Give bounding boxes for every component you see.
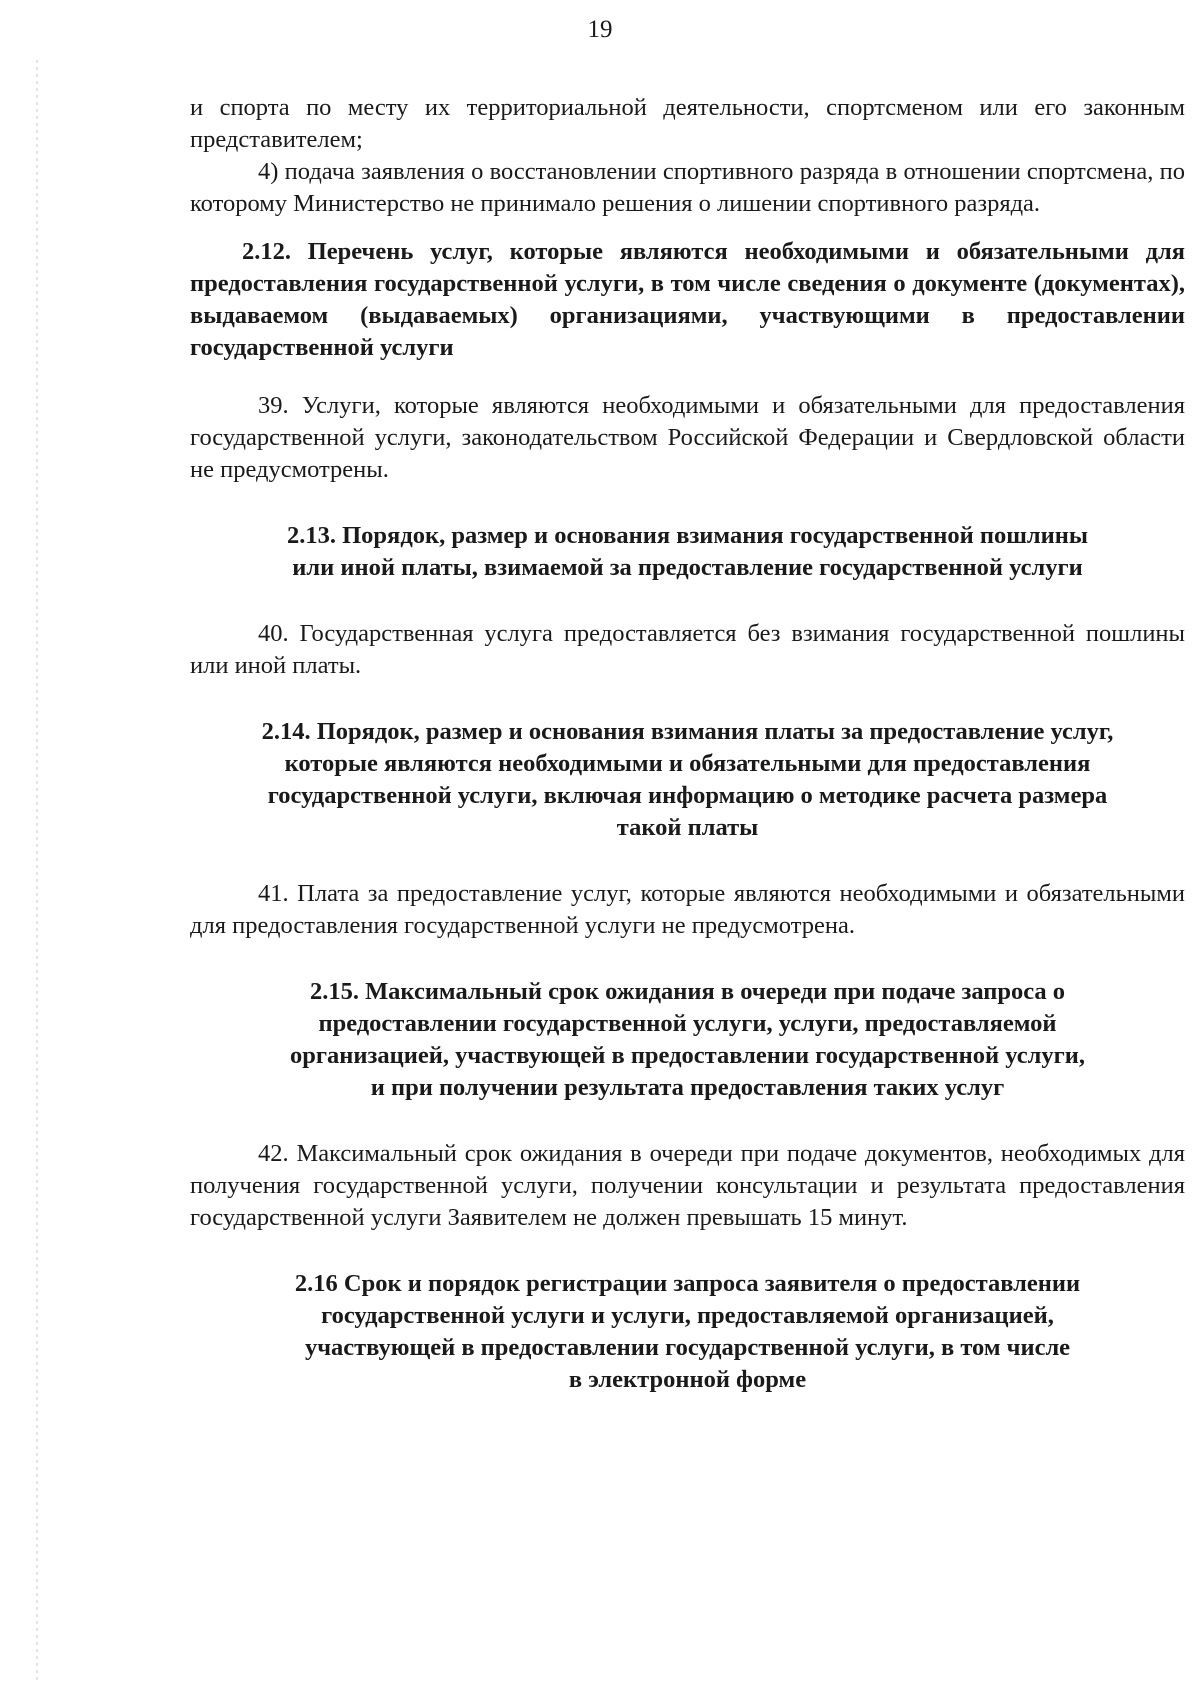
heading-line: или иной платы, взимаемой за предоставление государственной услуги bbox=[292, 554, 1083, 581]
heading-line: и при получении результата предоставления таких услуг bbox=[370, 1074, 1005, 1101]
section-heading-2-12: 2.12. Перечень услуг, которые являются необходимыми и обязательными для предоставления государственной услуги, в том числе сведения о документе (документах), выдаваемом (выдаваемых) организациями, участвующими в предоставлении государственной услуги bbox=[190, 238, 1185, 361]
scan-edge-artifact bbox=[36, 60, 38, 1680]
page-number: 19 bbox=[587, 16, 613, 43]
heading-line: такой платы bbox=[616, 814, 759, 841]
paragraph-continuation: и спорта по месту их территориальной деятельности, спортсменом или его законным представителем; bbox=[190, 94, 1185, 153]
paragraph-40: 40. Государственная услуга предоставляется без взимания государственной пошлины или иной платы. bbox=[190, 620, 1185, 679]
heading-line: государственной услуги, включая информацию о методике расчета размера bbox=[267, 782, 1108, 809]
heading-line: участвующей в предоставлении государственной услуги, в том числе bbox=[304, 1334, 1071, 1361]
document-body bbox=[190, 92, 1185, 1396]
heading-line: в электронной форме bbox=[568, 1366, 807, 1393]
heading-line: государственной услуги и услуги, предоставляемой организацией, bbox=[321, 1302, 1054, 1329]
heading-line: 2.14. Порядок, размер и основания взимания платы за предоставление услуг, bbox=[261, 718, 1114, 745]
section-heading-2-13 bbox=[190, 520, 1185, 584]
paragraph-39: 39. Услуги, которые являются необходимыми и обязательными для предоставления государственной услуги, законодательством Российской Федерации и Свердловской области не предусмотрены. bbox=[190, 392, 1185, 483]
heading-line: предоставлении государственной услуги, услуги, предоставляемой bbox=[318, 1010, 1057, 1037]
section-heading-2-14 bbox=[190, 716, 1185, 844]
section-heading-2-15 bbox=[190, 976, 1185, 1104]
heading-line: 2.16 Срок и порядок регистрации запроса заявителя о предоставлении bbox=[294, 1270, 1081, 1297]
heading-line: которые являются необходимыми и обязательными для предоставления bbox=[284, 750, 1091, 777]
paragraph-41: 41. Плата за предоставление услуг, которые являются необходимыми и обязательными для предоставления государственной услуги не предусмотрена. bbox=[190, 880, 1185, 939]
heading-line: 2.15. Максимальный срок ожидания в очереди при подаче запроса о bbox=[309, 978, 1066, 1005]
paragraph-item-4: 4) подача заявления о восстановлении спортивного разряда в отношении спортсмена, по которому Министерство не принимало решения о лишении спортивного разряда. bbox=[190, 158, 1185, 217]
heading-line: 2.13. Порядок, размер и основания взимания государственной пошлины bbox=[287, 522, 1088, 549]
paragraph-42: 42. Максимальный срок ожидания в очереди при подаче документов, необходимых для получения государственной услуги, получении консультации и результата предоставления государственной услуги Заявителем не должен превышать 15 минут. bbox=[190, 1140, 1185, 1231]
heading-line: организацией, участвующей в предоставлении государственной услуги, bbox=[290, 1042, 1085, 1069]
section-heading-2-16 bbox=[190, 1268, 1185, 1396]
